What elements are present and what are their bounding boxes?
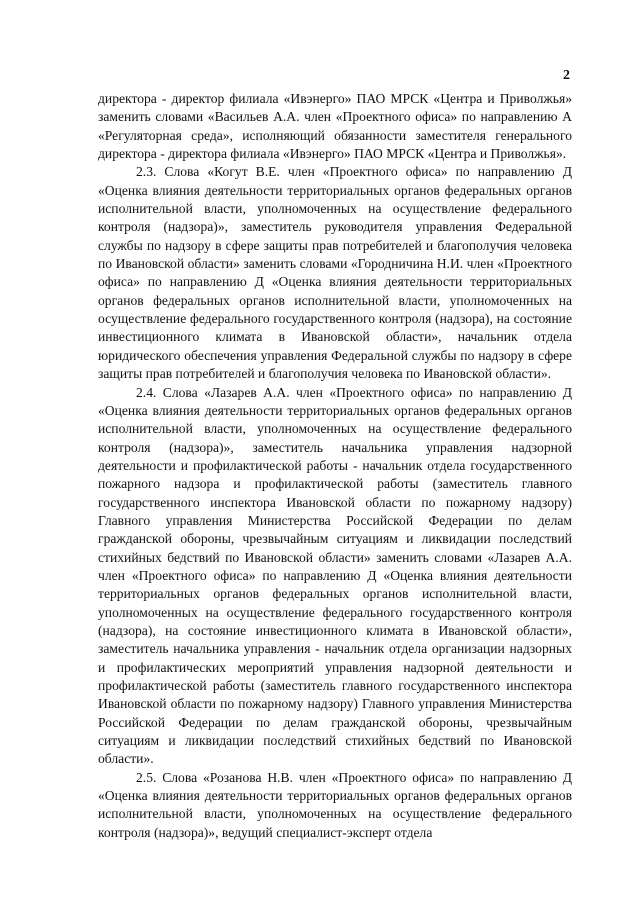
document-body — [98, 90, 572, 842]
page-number: 2 — [563, 68, 570, 83]
paragraph-2-5: 2.5. Слова «Розанова Н.В. член «Проектного офиса» по направлению Д «Оценка влияния деятельности территориальных органов федеральных органов исполнительной власти, уполномоченных на осуществление федерального контроля (надзора)», ведущий специалист-эксперт отдела — [98, 769, 572, 840]
paragraph-2-4: 2.4. Слова «Лазарев А.А. член «Проектного офиса» по направлению Д «Оценка влияния деятельности территориальных органов федеральных органов исполнительной власти, уполномоченных на осуществление федерального контроля (надзора)», заместитель начальника управления надзорной деятельности и профилактической работы - начальник отдела государственного пожарного надзора и профилактической работы (заместитель главного государственного инспектора Ивановской области по пожарному надзору) Главного управления Министерства Российской Федерации по делам гражданской обороны, чрезвычайным ситуациям и ликвидации последствий стихийных бедствий по Ивановской области» заменить словами «Лазарев А.А. член «Проектного офиса» по направлению Д «Оценка влияния деятельности территориальных органов федеральных органов исполнительной власти, уполномоченных на осуществление федерального государственного контроля (надзора), на состояние инвестиционного климата в Ивановской области», заместитель начальника управления - начальник отдела организации надзорных и профилактических мероприятий управления надзорной деятельности и профилактической работы (заместитель главного государственного инспектора Ивановской области по пожарному надзору) Главного управления Министерства Российской Федерации по делам гражданской обороны, чрезвычайным ситуациям и ликвидации последствий стихийных бедствий по Ивановской области». — [98, 384, 572, 767]
paragraph-continuation: директора - директор филиала «Ивэнерго» ПАО МРСК «Центра и Приволжья» заменить словами «Васильев А.А. член «Проектного офиса» по направлению А «Регуляторная среда», исполняющий обязанности заместителя генерального директора - директора филиала «Ивэнерго» ПАО МРСК «Центра и Приволжья». — [98, 91, 572, 162]
paragraph-2-3: 2.3. Слова «Когут В.Е. член «Проектного офиса» по направлению Д «Оценка влияния деятельности территориальных органов федеральных органов исполнительной власти, уполномоченных на осуществление федерального контроля (надзора)», заместитель руководителя управления Федеральной службы по надзору в сфере защиты прав потребителей и благополучия человека по Ивановской области» заменить словами «Городничина Н.И. член «Проектного офиса» по направлению Д «Оценка влияния деятельности территориальных органов федеральных органов исполнительной власти, уполномоченных на осуществление федерального государственного контроля (надзора), на состояние инвестиционного климата в Ивановской области», начальник отдела юридического обеспечения управления Федеральной службы по надзору в сфере защиты прав потребителей и благополучия человека по Ивановской области». — [98, 164, 572, 382]
